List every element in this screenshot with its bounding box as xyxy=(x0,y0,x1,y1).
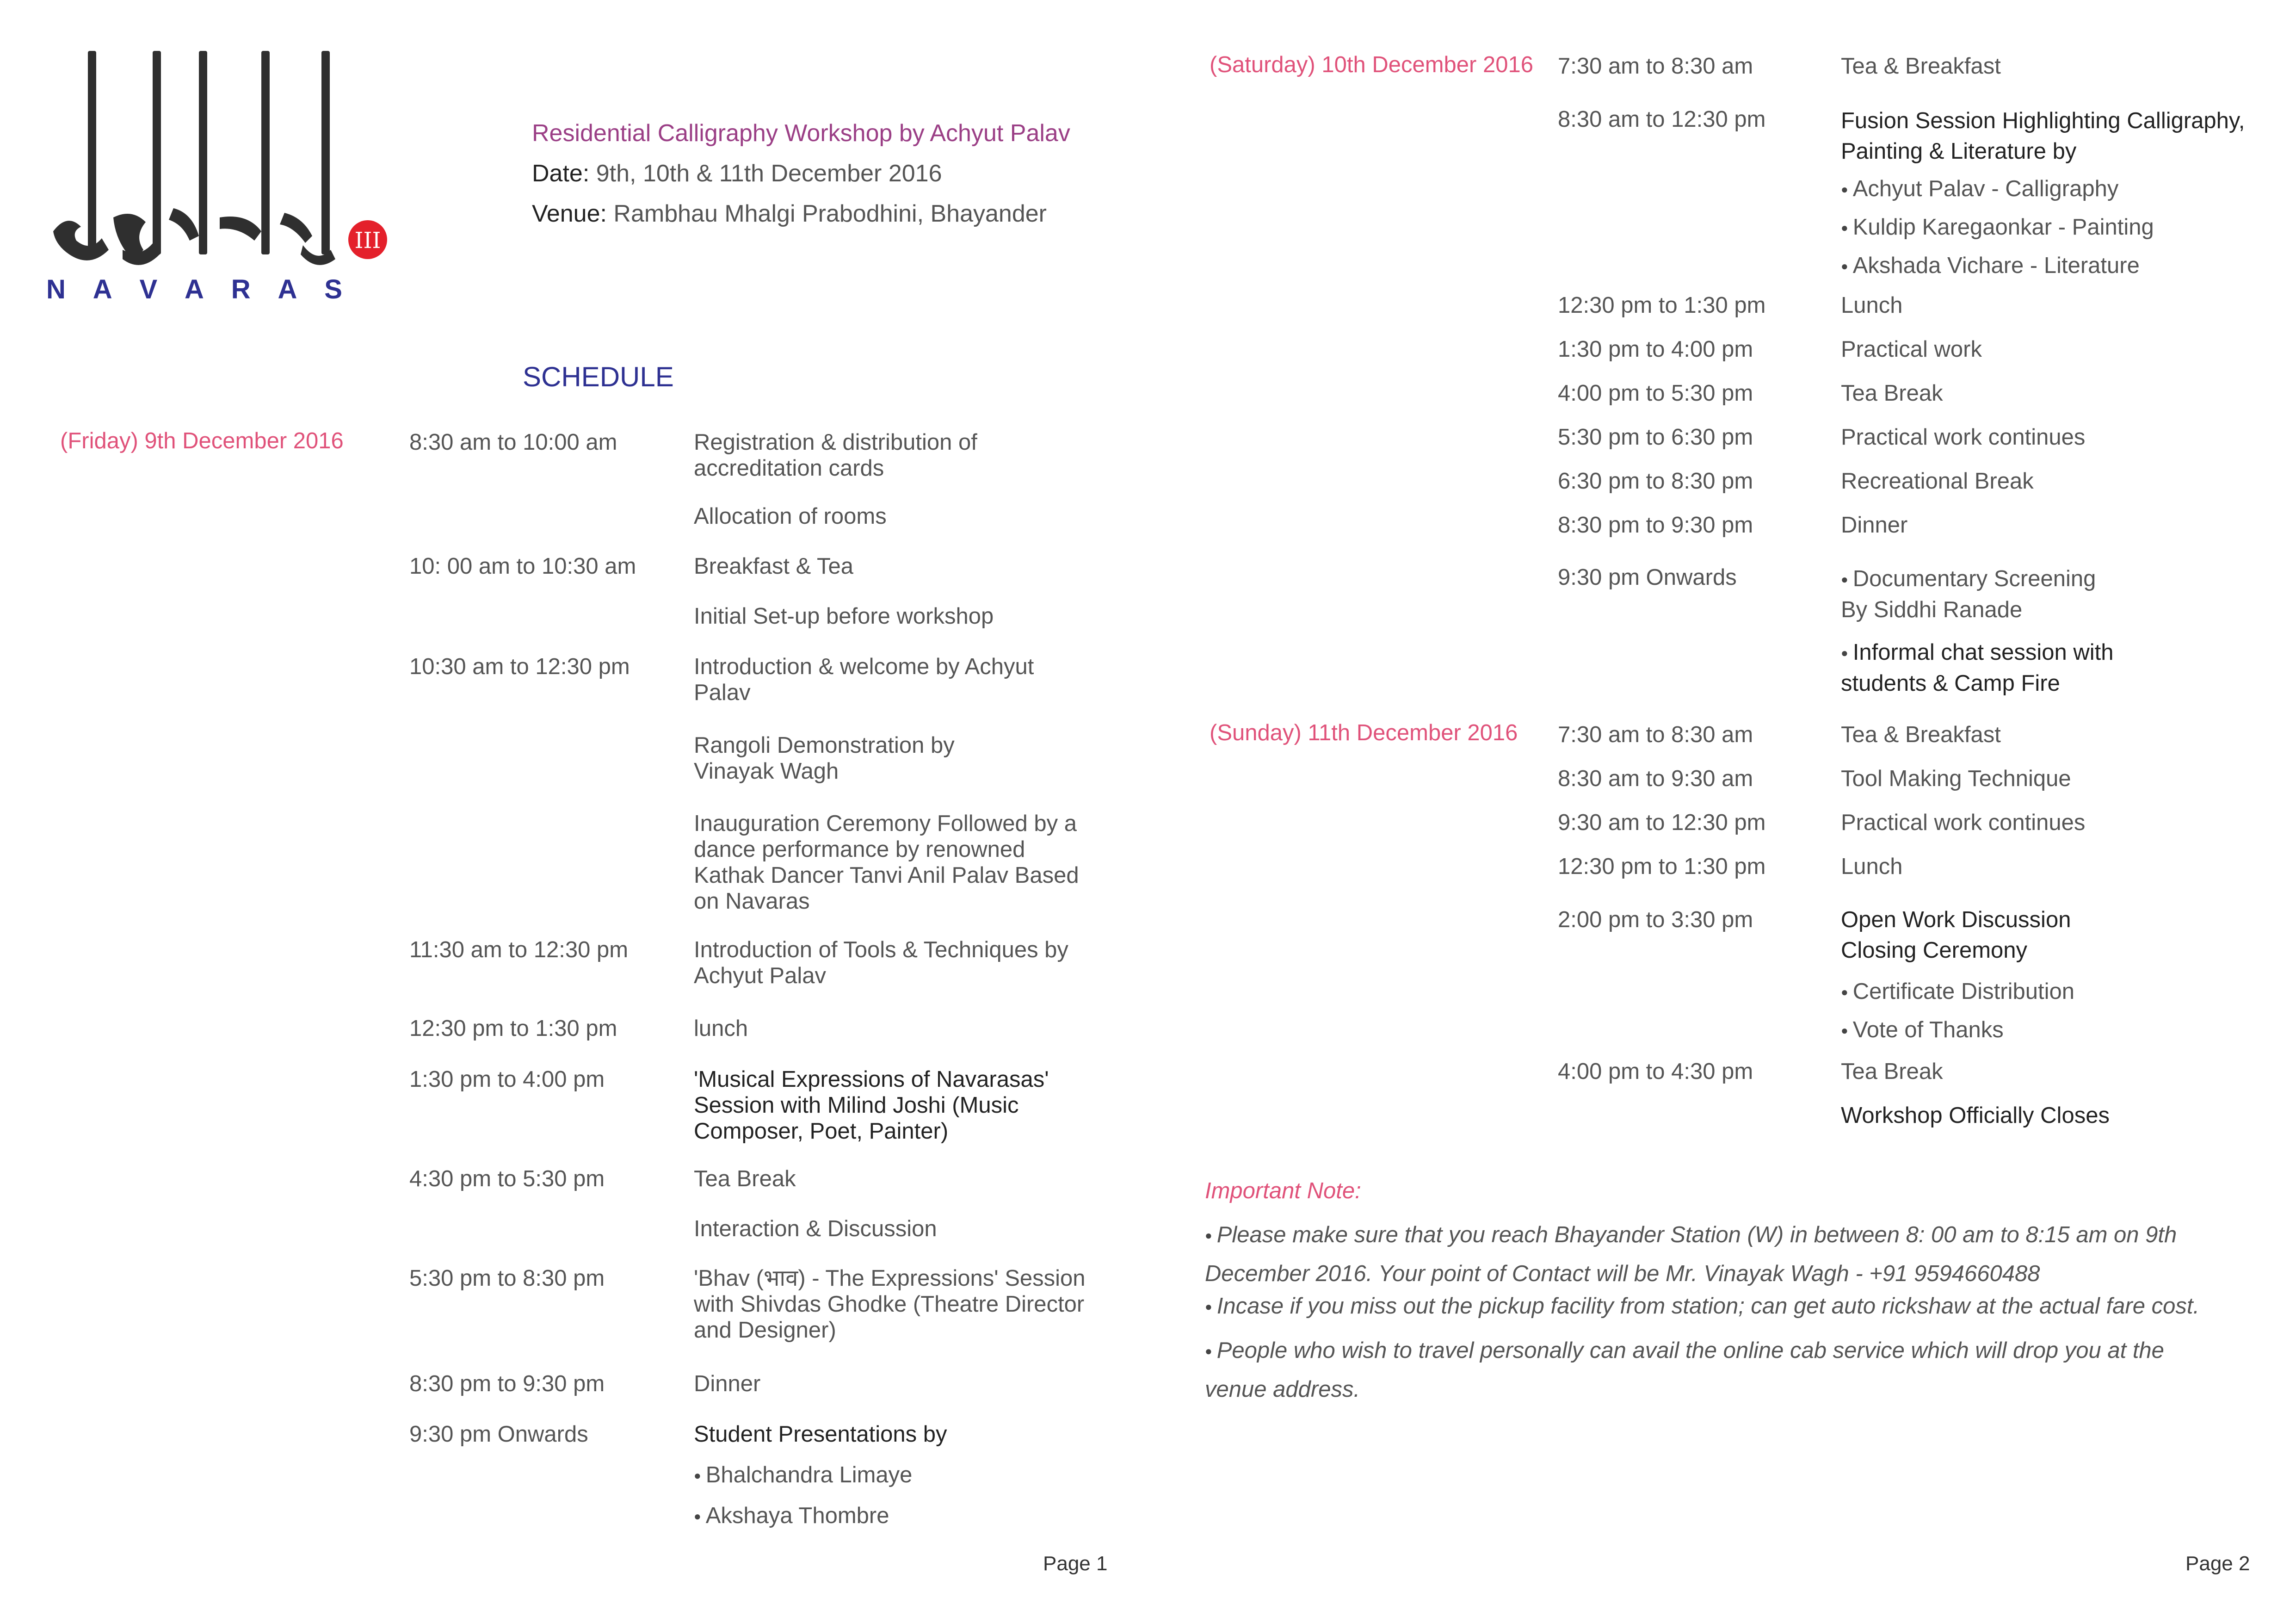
logo-letter: N xyxy=(46,274,66,304)
important-note-heading: Important Note: xyxy=(1205,1178,1361,1203)
activity: Tea Break xyxy=(694,1166,796,1191)
activity: Inauguration Ceremony Followed by a dance performance by renowned Kathak Dancer Tanvi Anil Palav Based on Navaras xyxy=(694,811,1079,914)
activity: Fusion Session Highlighting Calligraphy, Painting & Literature by xyxy=(1841,108,2245,164)
activity: Tea & Breakfast xyxy=(1841,54,2001,79)
activity: Practical work continues xyxy=(1841,810,2086,835)
activity: Breakfast & Tea xyxy=(694,554,854,579)
time-slot: 4:00 pm to 5:30 pm xyxy=(1558,381,1753,406)
day2-heading: (Saturday) 10th December 2016 xyxy=(1210,52,1533,77)
navaras-logo xyxy=(44,51,395,315)
activity: Student Presentations by xyxy=(694,1422,947,1447)
presenter-item: ● Achyut Palav - Calligraphy xyxy=(1841,176,2118,202)
time-slot: 8:30 pm to 9:30 pm xyxy=(409,1371,605,1396)
time-slot: 7:30 am to 8:30 am xyxy=(1558,54,1753,79)
activity: Open Work Discussion xyxy=(1841,907,2071,932)
screening-item: ● Documentary Screening By Siddhi Ranade xyxy=(1841,564,2128,625)
logo-letter: R xyxy=(231,274,251,304)
presenter-item: ● Akshada Vichare - Literature xyxy=(1841,253,2140,279)
page-number: Page 2 xyxy=(2185,1552,2250,1575)
activity: Initial Set-up before workshop xyxy=(694,604,994,629)
time-slot: 12:30 pm to 1:30 pm xyxy=(1558,293,1766,318)
activity: Interaction & Discussion xyxy=(694,1216,937,1241)
logo-letter: A xyxy=(185,274,204,304)
date-value: 9th, 10th & 11th December 2016 xyxy=(596,160,942,187)
time-slot: 9:30 am to 12:30 pm xyxy=(1558,810,1766,835)
activity: Tea Break xyxy=(1841,1059,1943,1084)
activity: Lunch xyxy=(1841,293,1903,318)
time-slot: 12:30 pm to 1:30 pm xyxy=(409,1016,617,1041)
time-slot: 5:30 pm to 8:30 pm xyxy=(409,1266,605,1291)
activity: Tool Making Technique xyxy=(1841,766,2071,791)
day3-heading: (Sunday) 11th December 2016 xyxy=(1210,720,1518,745)
time-slot: 5:30 pm to 6:30 pm xyxy=(1558,425,1753,450)
activity: Practical work xyxy=(1841,337,1982,362)
time-slot: 8:30 pm to 9:30 pm xyxy=(1558,513,1753,538)
activity: 'Bhav (भाव) - The Expressions' Session with Shivdas Ghodke (Theatre Director and Designer) xyxy=(694,1266,1086,1343)
ceremony-item: ● Vote of Thanks xyxy=(1841,1017,2004,1043)
time-slot: 7:30 am to 8:30 am xyxy=(1558,722,1753,747)
workshop-venue xyxy=(532,200,1047,228)
ceremony-item: ● Certificate Distribution xyxy=(1841,979,2074,1005)
time-slot: 9:30 pm Onwards xyxy=(409,1422,588,1447)
time-slot: 2:00 pm to 3:30 pm xyxy=(1558,907,1753,932)
activity: Dinner xyxy=(694,1371,761,1396)
presenter-item: ● Akshaya Thombre xyxy=(694,1503,889,1529)
activity: Lunch xyxy=(1841,854,1903,879)
activity: Workshop Officially Closes xyxy=(1841,1103,2110,1128)
time-slot: 11:30 am to 12:30 pm xyxy=(409,937,629,962)
activity: Recreational Break xyxy=(1841,469,2034,494)
activity: 'Musical Expressions of Navarasas' Session with Milind Joshi (Music Composer, Poet, Painter) xyxy=(694,1067,1049,1144)
logo-letter: S xyxy=(324,274,342,304)
logo-navaras-text xyxy=(46,274,342,305)
workshop-date xyxy=(532,160,942,187)
time-slot: 6:30 pm to 8:30 pm xyxy=(1558,469,1753,494)
activity: Registration & distribution of accreditation cards xyxy=(694,430,977,481)
activity: Introduction of Tools & Techniques by Achyut Palav xyxy=(694,937,1068,988)
time-slot: 1:30 pm to 4:00 pm xyxy=(1558,337,1753,362)
activity: Closing Ceremony xyxy=(1841,938,2028,963)
activity: Dinner xyxy=(1841,513,1908,538)
note-item: ● People who wish to travel personally can avail the online cab service which will drop you at the venue address. xyxy=(1205,1332,2213,1409)
logo-letter: A xyxy=(93,274,112,304)
activity: Practical work continues xyxy=(1841,425,2086,450)
activity: Rangoli Demonstration by Vinayak Wagh xyxy=(694,733,955,784)
presenter-item: ● Kuldip Karegaonkar - Painting xyxy=(1841,214,2154,241)
venue-label: Venue: xyxy=(532,200,607,227)
note-item: ● Please make sure that you reach Bhayander Station (W) in between 8: 00 am to 8:15 am on 9th December 2016. Your point of Contact will be Mr. Vinayak Wagh - +91 9594660488 xyxy=(1205,1216,2241,1293)
time-slot: 8:30 am to 10:00 am xyxy=(409,430,617,455)
activity: Tea & Breakfast xyxy=(1841,722,2001,747)
time-slot: 10:30 am to 12:30 pm xyxy=(409,654,630,679)
chat-session-item: ● Informal chat session with students & Camp Fire xyxy=(1841,637,2137,699)
date-label: Date: xyxy=(532,160,590,187)
time-slot: 8:30 am to 12:30 pm xyxy=(1558,107,1766,132)
logo-letter: A xyxy=(278,274,297,304)
time-slot: 8:30 am to 9:30 am xyxy=(1558,766,1753,791)
time-slot: 9:30 pm Onwards xyxy=(1558,565,1737,590)
time-slot: 1:30 pm to 4:00 pm xyxy=(409,1067,605,1092)
logo-letter: V xyxy=(139,274,158,304)
schedule-heading: SCHEDULE xyxy=(523,361,674,392)
time-slot: 4:00 pm to 4:30 pm xyxy=(1558,1059,1753,1084)
activity: lunch xyxy=(694,1016,748,1041)
activity: Tea Break xyxy=(1841,381,1943,406)
workshop-title: Residential Calligraphy Workshop by Achyut Palav xyxy=(532,120,1070,147)
activity: Introduction & welcome by Achyut Palav xyxy=(694,654,1034,705)
logo-roman-numeral: III xyxy=(354,228,381,254)
note-item: ● Incase if you miss out the pickup facility from station; can get auto rickshaw at the actual fare cost. xyxy=(1205,1293,2269,1319)
activity: Allocation of rooms xyxy=(694,504,887,529)
venue-value: Rambhau Mhalgi Prabodhini, Bhayander xyxy=(613,200,1047,227)
day1-heading: (Friday) 9th December 2016 xyxy=(60,428,344,453)
page-number: Page 1 xyxy=(1043,1552,1108,1575)
presenter-item: ● Bhalchandra Limaye xyxy=(694,1462,912,1488)
time-slot: 10: 00 am to 10:30 am xyxy=(409,554,636,579)
time-slot: 12:30 pm to 1:30 pm xyxy=(1558,854,1766,879)
time-slot: 4:30 pm to 5:30 pm xyxy=(409,1166,605,1191)
